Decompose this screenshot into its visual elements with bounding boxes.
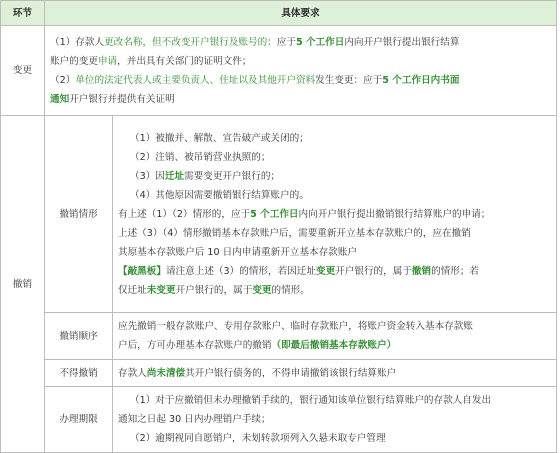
sub-label-qingxing: 撤销情形 (45, 116, 113, 313)
shunxu-content (113, 313, 557, 360)
text: 账户的变更 (50, 55, 98, 67)
highlight: 单位的法定代表人或主要负责人、住址以及其他开户资料 (75, 74, 316, 86)
biangeng-line-3 (50, 71, 551, 90)
qingxing-para-1 (118, 205, 551, 224)
qingxing-tip-1 (118, 262, 551, 281)
text: 存款人 (118, 367, 147, 379)
header-stage: 环节 (1, 1, 45, 26)
text: 有上述（1）（2）情形的，应于 (118, 208, 251, 220)
text: ：应于 (267, 36, 296, 48)
text: （3）因 (130, 170, 165, 182)
highlight: 5 个工作日 (295, 36, 345, 48)
qingxing-para-2: 上述（3）（4）情形撤销基本存款账户后，需要重新开立基本存款账户的，应在撤销 (118, 227, 471, 239)
sub-label-shunxu: 撤销顺序 (45, 313, 113, 360)
text: 的情形。 (271, 284, 310, 296)
row-chexiao-qixian (1, 387, 557, 453)
text: 仅迁址 (118, 284, 147, 296)
highlight: （即最后撤销基本存款账户） (271, 340, 397, 351)
highlight: 迁址 (164, 170, 185, 182)
sub-label-budechexiao: 不得撤销 (45, 360, 113, 387)
text: 户后，方可办理基本存款账户的撤销 (118, 340, 272, 351)
highlight: 5 个工作日内书面 (382, 74, 460, 86)
row-chexiao-budechexiao (1, 360, 557, 387)
budechexiao-content (113, 360, 557, 387)
qixian-line-3: （2）逾期视同自愿销户，未划转款项列入久悬未取专户管理 (130, 433, 386, 444)
qixian-line-2: 通知之日起 30 日内办理销户手续； (118, 414, 271, 425)
highlight: 撤销 (411, 265, 432, 277)
highlight: 通知 (50, 93, 70, 105)
highlight: 变更 (252, 284, 272, 296)
stage-label-chexiao: 撤销 (1, 116, 45, 453)
row-chexiao-qingxing (1, 116, 557, 313)
biangeng-line-4 (50, 90, 551, 109)
biangeng-line-1 (50, 33, 551, 52)
text: 开户银行的，属于 (175, 284, 253, 296)
highlight: 未变更 (146, 284, 176, 296)
sub-label-qixian: 办理期限 (45, 387, 113, 453)
qingxing-item-3 (118, 167, 551, 186)
shunxu-line-1: 应先撤销一般存款账户、专用存款账户、临时存款账户，将账户资金转入基本存款账 (118, 321, 473, 332)
highlight: 尚未清偿 (146, 367, 186, 379)
qingxing-content (113, 116, 557, 313)
text: 请注意上述（3）的情形，若因迁址 (165, 265, 316, 277)
text: （1）存款人 (50, 36, 105, 48)
qingxing-item-4: （4）其他原因需要撤销银行结算账户的。 (130, 189, 309, 201)
text: （2） (50, 74, 76, 86)
text: 需要变更开户银行的； (184, 170, 281, 182)
text: 开户银行的，属于 (335, 265, 412, 277)
qingxing-item-2: （2）注销、被吊销营业执照的； (130, 151, 271, 163)
text: 其开户银行债务的，不得申请撤销该银行结算账户 (185, 367, 397, 379)
qingxing-item-1: （1）被撤并、解散、宣告破产或关闭的； (130, 132, 309, 144)
text: 内向开户银行提出撤销银行结算账户的申请； (298, 208, 491, 220)
biangeng-content (45, 26, 557, 116)
qingxing-tip-2 (118, 281, 551, 300)
text: 开户银行并提供有关证明 (69, 93, 175, 105)
row-chexiao-shunxu (1, 313, 557, 360)
stage-label-biangeng: 变更 (1, 26, 45, 116)
highlight: 5 个工作日 (250, 208, 299, 220)
highlight: 申请 (97, 55, 118, 67)
text: ，并出具有关部门的证明文件； (117, 55, 252, 67)
highlight: 更改名称，但不改变开户银行及账号的 (104, 36, 268, 48)
header-requirements: 具体要求 (45, 1, 557, 26)
row-biangeng (1, 26, 557, 116)
shunxu-line-2 (118, 336, 551, 355)
qixian-content (113, 387, 557, 453)
text: 的情形；若 (431, 265, 480, 277)
table-header-row (1, 1, 557, 26)
text: 发生变更：应于 (315, 74, 383, 86)
highlight: 【敲黑板】 (118, 265, 166, 277)
highlight: 变更 (315, 265, 336, 277)
qixian-line-1: （1）对于应撤销但未办理撤销手续的，银行通知该单位银行结算账户的存款人自发出 (130, 395, 492, 406)
biangeng-line-2 (50, 52, 551, 71)
text: 内向开户银行提出银行结算 (344, 36, 460, 48)
qingxing-para-3: 其原基本存款账户后 10 日内申请重新开立基本存款账户 (118, 246, 357, 258)
